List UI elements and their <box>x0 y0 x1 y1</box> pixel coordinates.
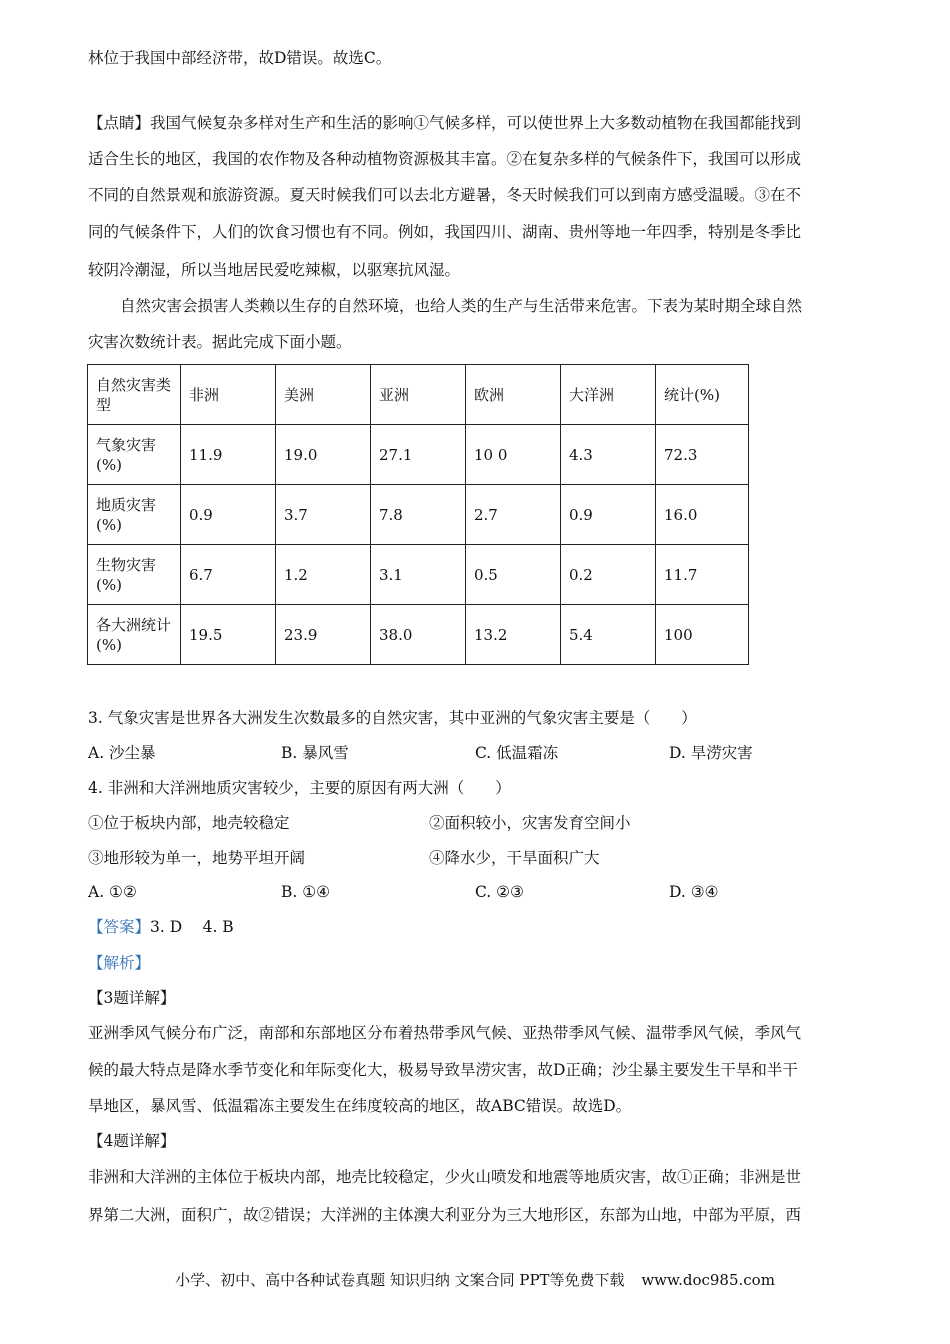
q3-option-d: D. 旱涝灾害 <box>669 744 753 762</box>
q3-option-c: C. 低温霜冻 <box>475 744 559 762</box>
footer-text: 小学、初中、高中各种试卷真题 知识归纳 文案合同 PPT等免费下载 <box>175 1271 625 1289</box>
table-cell: 6.7 <box>181 545 276 605</box>
table-cell: 10 0 <box>466 425 561 485</box>
q4-statement-4: ④降水少，干旱面积广大 <box>429 849 600 867</box>
q4-option-d: D. ③④ <box>669 883 719 901</box>
table-header-cell: 美洲 <box>276 365 371 425</box>
table-header-cell: 非洲 <box>181 365 276 425</box>
answer-text: 3. D 4. B <box>150 918 234 936</box>
q4-detail-line: 界第二大洲，面积广，故②错误；大洋洲的主体澳大利亚分为三大地形区，东部为山地，中部为平原，西 <box>88 1206 802 1224</box>
text-line: 林位于我国中部经济带，故D错误。故选C。 <box>88 49 392 67</box>
text-line: 适合生长的地区，我国的农作物及各种动植物资源极其丰富。②在复杂多样的气候条件下，我国可以形成 <box>88 150 802 168</box>
table-cell: 3.7 <box>276 485 371 545</box>
table-header-cell: 欧洲 <box>466 365 561 425</box>
question-4-stem: 4. 非洲和大洋洲地质灾害较少，主要的原因有两大洲（ ） <box>88 779 511 797</box>
table-cell: 生物灾害(%) <box>88 545 181 605</box>
q4-statement-3: ③地形较为单一，地势平坦开阔 <box>88 849 306 867</box>
question-3-stem: 3. 气象灾害是世界各大洲发生次数最多的自然灾害，其中亚洲的气象灾害主要是（ ） <box>88 709 697 727</box>
intro-line: 灾害次数统计表。据此完成下面小题。 <box>88 333 352 351</box>
intro-line: 自然灾害会损害人类赖以生存的自然环境，也给人类的生产与生活带来危害。下表为某时期全球自然 <box>120 297 803 315</box>
table-row <box>88 605 749 665</box>
table-cell: 11.9 <box>181 425 276 485</box>
table-cell: 2.7 <box>466 485 561 545</box>
table-cell: 5.4 <box>561 605 656 665</box>
q3-option-b: B. 暴风雪 <box>281 744 349 762</box>
answer-line <box>88 915 234 939</box>
q4-statement-2: ②面积较小，灾害发育空间小 <box>429 814 631 832</box>
disaster-table <box>87 364 749 665</box>
table-cell: 气象灾害(%) <box>88 425 181 485</box>
table-row <box>88 485 749 545</box>
table-cell: 地质灾害(%) <box>88 485 181 545</box>
q4-statement-1: ①位于板块内部，地壳较稳定 <box>88 814 290 832</box>
table-cell: 0.5 <box>466 545 561 605</box>
table-header-cell: 统计(%) <box>656 365 749 425</box>
footer-link[interactable]: www.doc985.com <box>641 1271 775 1289</box>
table-cell: 23.9 <box>276 605 371 665</box>
table-cell: 11.7 <box>656 545 749 605</box>
q4-option-b: B. ①④ <box>281 883 331 901</box>
q3-detail-line: 亚洲季风气候分布广泛，南部和东部地区分布着热带季风气候、亚热带季风气候、温带季风气候，季风气 <box>88 1024 802 1042</box>
table-cell: 3.1 <box>371 545 466 605</box>
table-cell: 19.0 <box>276 425 371 485</box>
table-cell: 38.0 <box>371 605 466 665</box>
table-cell: 100 <box>656 605 749 665</box>
q3-detail-label: 【3题详解】 <box>88 989 176 1007</box>
table-cell: 4.3 <box>561 425 656 485</box>
answer-label: 【答案】 <box>88 918 151 936</box>
text-line: 【点睛】我国气候复杂多样对生产和生活的影响①气候多样，可以使世界上大多数动植物在我国都能找到 <box>88 114 802 132</box>
table-header-cell: 自然灾害类型 <box>88 365 181 425</box>
table-cell: 19.5 <box>181 605 276 665</box>
table-cell: 27.1 <box>371 425 466 485</box>
table-cell: 0.9 <box>181 485 276 545</box>
table-cell: 72.3 <box>656 425 749 485</box>
q3-detail-line: 旱地区，暴风雪、低温霜冻主要发生在纬度较高的地区，故ABC错误。故选D。 <box>88 1097 632 1115</box>
text-line: 同的气候条件下，人们的饮食习惯也有不同。例如，我国四川、湖南、贵州等地一年四季，特别是冬季比 <box>88 223 802 241</box>
table-row <box>88 545 749 605</box>
q4-detail-label: 【4题详解】 <box>88 1132 176 1150</box>
table-header-cell: 亚洲 <box>371 365 466 425</box>
table-cell: 0.2 <box>561 545 656 605</box>
table-cell: 13.2 <box>466 605 561 665</box>
text-line: 不同的自然景观和旅游资源。夏天时候我们可以去北方避暑，冬天时候我们可以到南方感受温暖。③在不 <box>88 186 802 204</box>
table-cell: 16.0 <box>656 485 749 545</box>
text-line: 较阴冷潮湿，所以当地居民爱吃辣椒，以驱寒抗风湿。 <box>88 261 461 279</box>
table-row <box>88 425 749 485</box>
table-cell: 1.2 <box>276 545 371 605</box>
q3-option-a: A. 沙尘暴 <box>88 744 156 762</box>
page-footer <box>0 1268 950 1292</box>
table-cell: 各大洲统计(%) <box>88 605 181 665</box>
analysis-label: 【解析】 <box>88 954 151 972</box>
table-cell: 7.8 <box>371 485 466 545</box>
table-header-cell: 大洋洲 <box>561 365 656 425</box>
table-header-row <box>88 365 749 425</box>
q4-detail-line: 非洲和大洋洲的主体位于板块内部，地壳比较稳定，少火山喷发和地震等地质灾害，故①正确；非洲是世 <box>88 1168 802 1186</box>
q3-detail-line: 候的最大特点是降水季节变化和年际变化大，极易导致旱涝灾害，故D正确；沙尘暴主要发生干旱和半干 <box>88 1061 798 1079</box>
q4-option-a: A. ①② <box>88 883 137 901</box>
q4-option-c: C. ②③ <box>475 883 524 901</box>
table-cell: 0.9 <box>561 485 656 545</box>
